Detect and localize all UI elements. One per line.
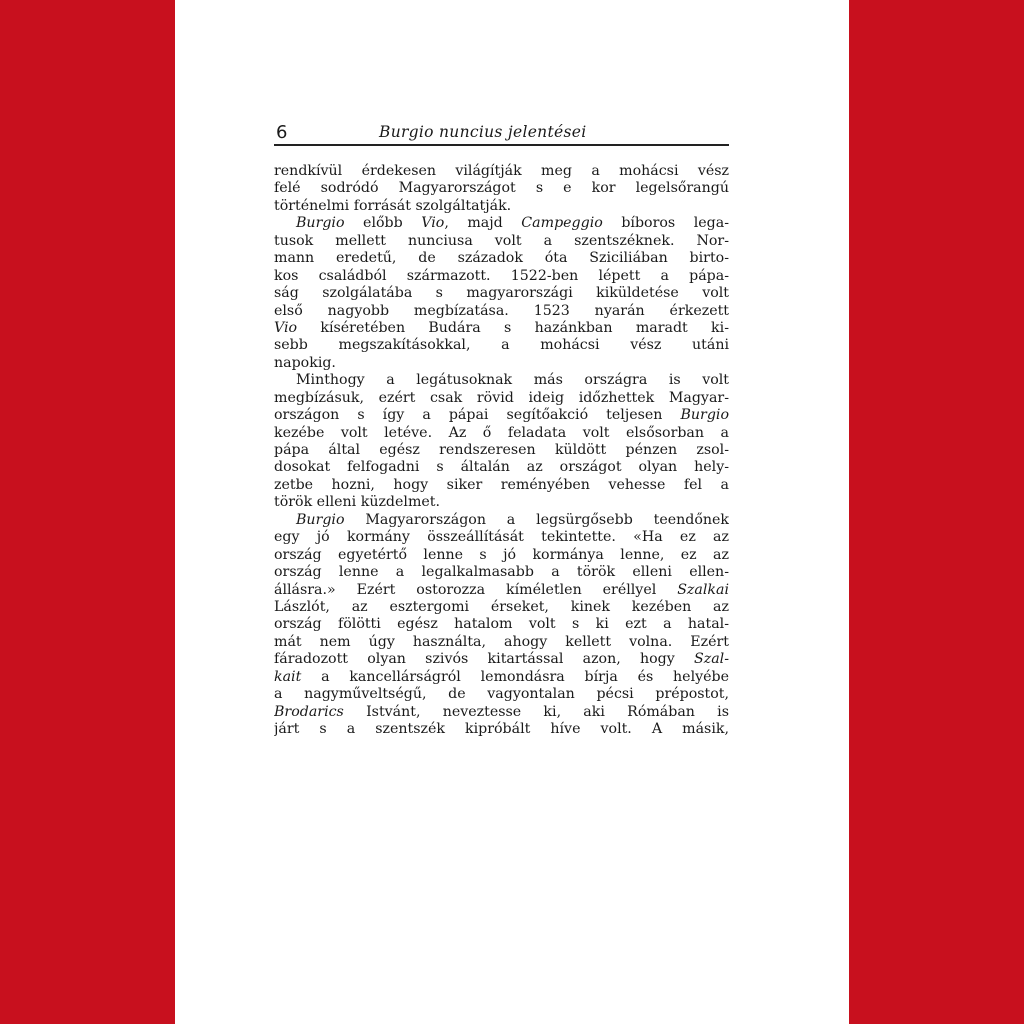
italic-name: Campeggio: [521, 215, 603, 232]
text-run: sebb megszakításokkal, a mohácsi vész utáni: [274, 337, 729, 354]
text-line: [274, 355, 729, 372]
text-line: [274, 215, 729, 232]
text-line: [274, 704, 729, 721]
text-run: kíséretében Budára s hazánkban maradt ki-: [297, 319, 729, 336]
text-run: Istvánt, neveztesse ki, aki Rómában is: [343, 703, 729, 720]
text-line: [274, 285, 729, 302]
text-run: ország egyetértő lenne s jó kormánya lenne, ez az: [274, 546, 729, 563]
text-run: egy jó kormány összeállítását tekintette. «Ha ez az: [274, 529, 729, 546]
text-run: bíboros lega-: [602, 215, 729, 232]
text-run: Minthogy a legátusoknak más országra is volt: [296, 372, 729, 389]
text-line: [274, 599, 729, 616]
text-line: [274, 477, 729, 494]
text-run: ság szolgálatába s magyarországi kiküldetése volt: [274, 285, 729, 302]
italic-name: Vio: [421, 215, 445, 232]
italic-name: Brodarics: [274, 703, 344, 720]
text-line: [274, 233, 729, 250]
text-line: [274, 651, 729, 668]
text-run: első nagyobb megbízatása. 1523 nyarán érkezett: [274, 302, 729, 319]
running-title: Burgio nuncius jelentései: [379, 123, 587, 141]
italic-name: Szalkai: [677, 581, 729, 598]
text-line: [274, 564, 729, 581]
italic-name: Vio: [274, 319, 298, 336]
text-line: [274, 372, 729, 389]
text-run: kezébe volt letéve. Az ő feladata volt elsősorban a: [274, 424, 729, 441]
text-run: fáradozott olyan szivós kitartással azon, hogy: [274, 651, 695, 668]
text-line: [274, 198, 729, 215]
text-run: járt s a szentszék kipróbált híve volt. A másik,: [274, 721, 729, 737]
text-line: [274, 337, 729, 354]
text-line: [274, 250, 729, 267]
page-header: [274, 118, 729, 146]
text-line: [274, 163, 729, 180]
text-line: [274, 390, 729, 407]
text-run: mát nem úgy használta, ahogy kellett volna. Ezért: [274, 633, 729, 650]
text-line: [274, 407, 729, 424]
text-line: [274, 425, 729, 442]
book-page: [274, 118, 729, 738]
text-run: kos családból származott. 1522-ben lépett a pápa-: [274, 267, 729, 284]
text-run: előbb: [344, 215, 422, 232]
text-run: , majd: [444, 215, 522, 232]
body-text: [274, 163, 729, 738]
italic-name: Burgio: [296, 511, 345, 528]
text-line: [274, 268, 729, 285]
italic-name: kait: [274, 668, 302, 685]
text-run: a nagyműveltségű, de vagyontalan pécsi prépostot,: [274, 686, 729, 703]
italic-name: Szal-: [694, 651, 729, 668]
text-line: [274, 686, 729, 703]
text-run: ország fölötti egész hatalom volt s ki ezt a hatal-: [274, 616, 729, 633]
text-line: [274, 180, 729, 197]
text-run: dosokat felfogadni s általán az országot olyan hely-: [274, 459, 729, 476]
text-line: [274, 494, 729, 511]
text-line: [274, 320, 729, 337]
italic-name: Burgio: [680, 407, 729, 424]
text-line: [274, 512, 729, 529]
text-line: [274, 459, 729, 476]
text-run: mann eredetű, de századok óta Sziciliában birto-: [274, 250, 729, 267]
right-red-band: [849, 0, 1024, 1024]
text-run: napokig.: [274, 354, 336, 371]
text-line: [274, 669, 729, 686]
text-run: megbízásuk, ezért csak rövid ideig időzhettek Magyar-: [274, 389, 729, 406]
text-line: [274, 582, 729, 599]
text-line: [274, 529, 729, 546]
text-run: török elleni küzdelmet.: [274, 494, 441, 511]
text-run: ország lenne a legalkalmasabb a török elleni ellen-: [274, 564, 729, 581]
text-line: [274, 616, 729, 633]
text-line: [274, 442, 729, 459]
text-line: [274, 634, 729, 651]
text-run: pápa által egész rendszeresen küldött pénzen zsol-: [274, 442, 729, 458]
text-run: történelmi forrását szolgáltatják.: [274, 197, 512, 214]
text-run: Lászlót, az esztergomi érseket, kinek kezében az: [274, 598, 729, 615]
page-number: 6: [276, 122, 288, 143]
text-run: állásra.» Ezért ostorozza kíméletlen eréllyel: [274, 581, 678, 598]
left-red-band: [0, 0, 175, 1024]
text-line: [274, 547, 729, 564]
text-run: országon s így a pápai segítőakció teljesen: [274, 407, 681, 424]
text-run: rendkívül érdekesen világítják meg a mohácsi vész: [274, 163, 729, 179]
text-run: felé sodródó Magyarországot s e kor legelsőrangú: [274, 180, 729, 197]
text-line: [274, 721, 729, 738]
text-run: a kancellárságról lemondásra bírja és helyébe: [301, 668, 729, 685]
text-line: [274, 303, 729, 320]
text-run: zetbe hozni, hogy siker reményében vehesse fel a: [274, 476, 729, 493]
text-run: Magyarországon a legsürgősebb teendőnek: [344, 511, 729, 528]
text-run: tusok mellett nunciusa volt a szentszéknek. Nor-: [274, 232, 729, 249]
italic-name: Burgio: [296, 215, 345, 232]
